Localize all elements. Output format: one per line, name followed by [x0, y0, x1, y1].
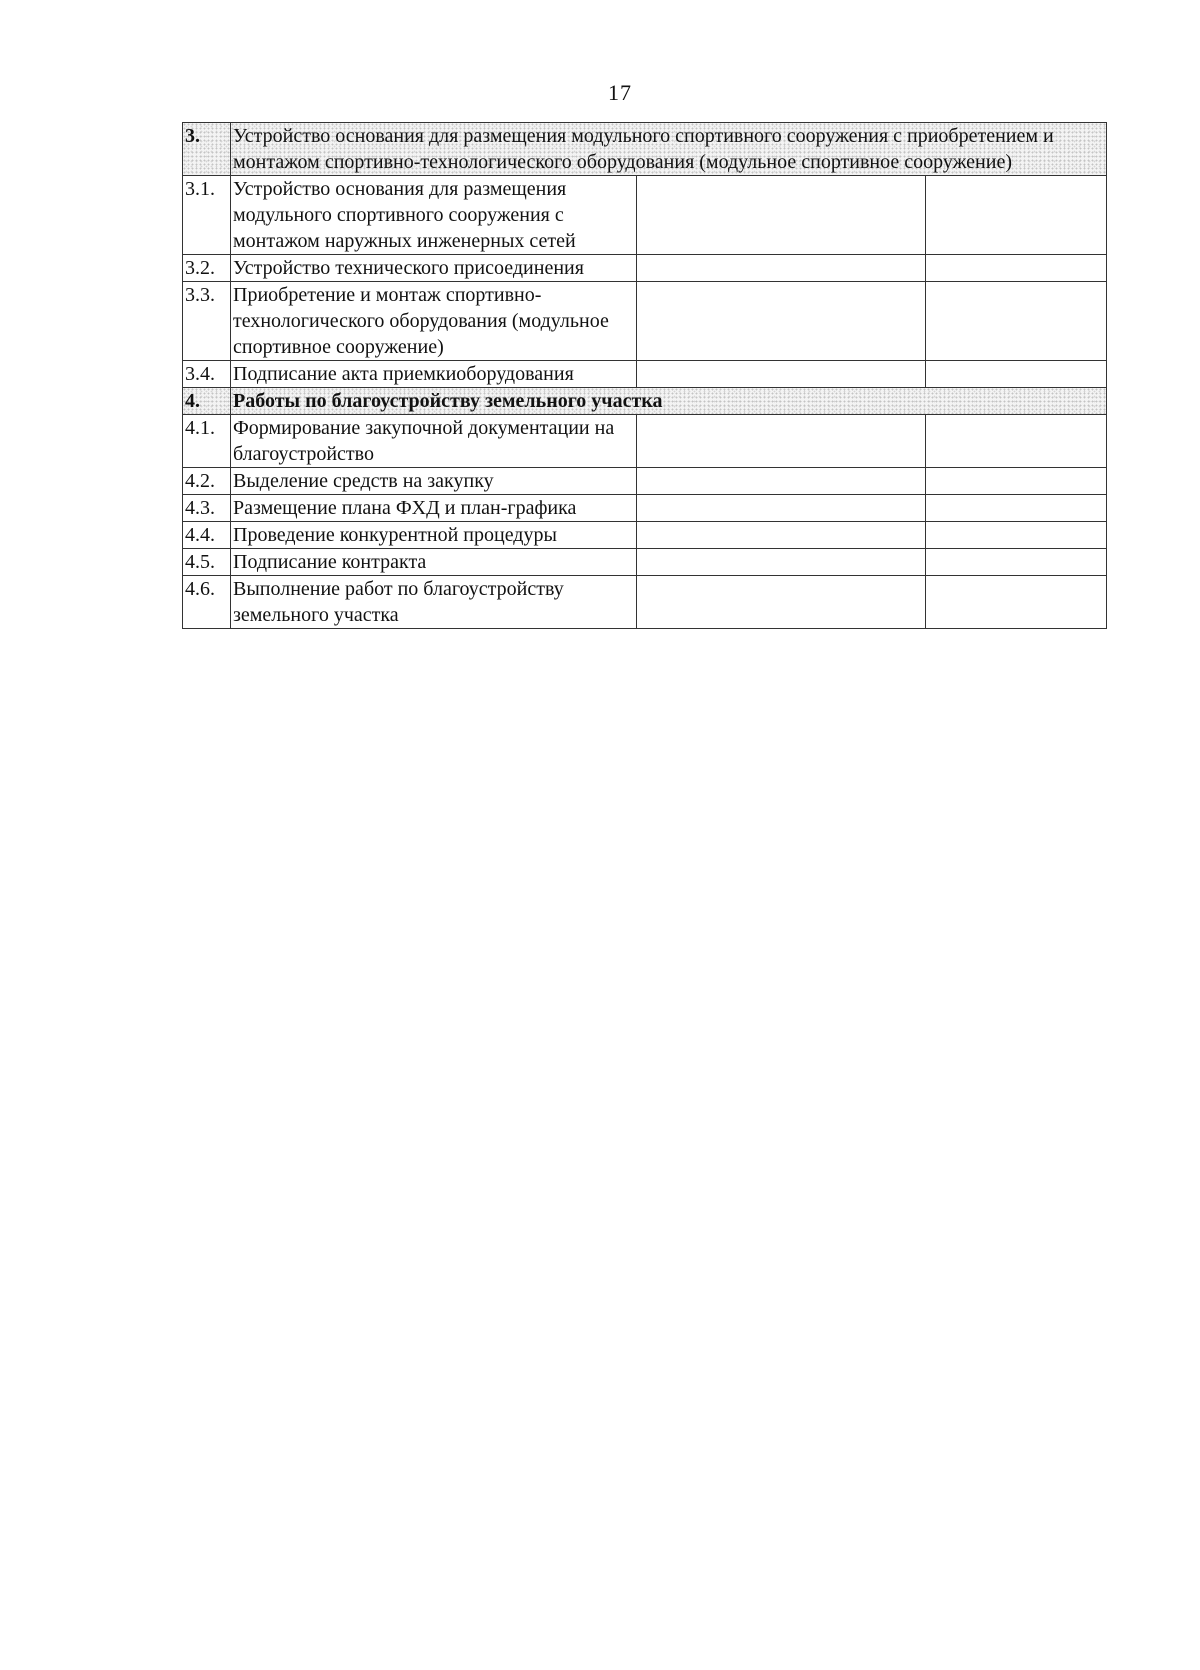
- table-row: [183, 176, 1107, 255]
- table-row: [183, 522, 1107, 549]
- item-cell-a: [637, 255, 926, 282]
- item-cell-b: [926, 255, 1107, 282]
- item-text: Подписание контракта: [231, 549, 637, 576]
- item-cell-a: [637, 522, 926, 549]
- item-cell-b: [926, 282, 1107, 361]
- page-number: 17: [608, 80, 632, 105]
- item-cell-b: [926, 468, 1107, 495]
- table-row: [183, 282, 1107, 361]
- item-cell-a: [637, 576, 926, 629]
- table-row: [183, 576, 1107, 629]
- item-text: Размещение плана ФХД и план-графика: [231, 495, 637, 522]
- item-number: 4.1.: [183, 415, 231, 468]
- item-text: Формирование закупочной документации на благоустройство: [231, 415, 637, 468]
- section-title: Работы по благоустройству земельного участка: [231, 388, 1107, 415]
- section-header-row: [183, 388, 1107, 415]
- table-row: [183, 255, 1107, 282]
- item-number: 3.3.: [183, 282, 231, 361]
- section-number: 3.: [183, 123, 231, 176]
- item-number: 4.5.: [183, 549, 231, 576]
- table-row: [183, 468, 1107, 495]
- item-cell-a: [637, 176, 926, 255]
- item-text: Устройство технического присоединения: [231, 255, 637, 282]
- item-cell-a: [637, 495, 926, 522]
- section-header-row: [183, 123, 1107, 176]
- table-row: [183, 549, 1107, 576]
- item-number: 4.4.: [183, 522, 231, 549]
- item-text: Приобретение и монтаж спортивно-технологического оборудования (модульное спортивное сооружение): [231, 282, 637, 361]
- item-cell-b: [926, 495, 1107, 522]
- item-text: Выделение средств на закупку: [231, 468, 637, 495]
- item-cell-a: [637, 282, 926, 361]
- item-cell-b: [926, 415, 1107, 468]
- item-text: Проведение конкурентной процедуры: [231, 522, 637, 549]
- item-number: 4.2.: [183, 468, 231, 495]
- section-title: Устройство основания для размещения модульного спортивного сооружения с приобретением и монтажом спортивно-технологического оборудования (модульное спортивное сооружение): [231, 123, 1107, 176]
- item-text: Выполнение работ по благоустройству земельного участка: [231, 576, 637, 629]
- table-row: [183, 495, 1107, 522]
- item-cell-b: [926, 522, 1107, 549]
- item-text: Подписание акта приемкиоборудования: [231, 361, 637, 388]
- item-number: 3.4.: [183, 361, 231, 388]
- table-row: [183, 415, 1107, 468]
- item-text: Устройство основания для размещения модульного спортивного сооружения с монтажом наружных инженерных сетей: [231, 176, 637, 255]
- item-cell-a: [637, 415, 926, 468]
- section-number: 4.: [183, 388, 231, 415]
- item-cell-b: [926, 549, 1107, 576]
- item-cell-b: [926, 361, 1107, 388]
- item-number: 4.3.: [183, 495, 231, 522]
- item-cell-b: [926, 576, 1107, 629]
- item-number: 4.6.: [183, 576, 231, 629]
- item-cell-a: [637, 468, 926, 495]
- table-row: [183, 361, 1107, 388]
- work-schedule-table: [182, 122, 1107, 629]
- item-number: 3.2.: [183, 255, 231, 282]
- item-cell-a: [637, 549, 926, 576]
- item-cell-a: [637, 361, 926, 388]
- item-number: 3.1.: [183, 176, 231, 255]
- item-cell-b: [926, 176, 1107, 255]
